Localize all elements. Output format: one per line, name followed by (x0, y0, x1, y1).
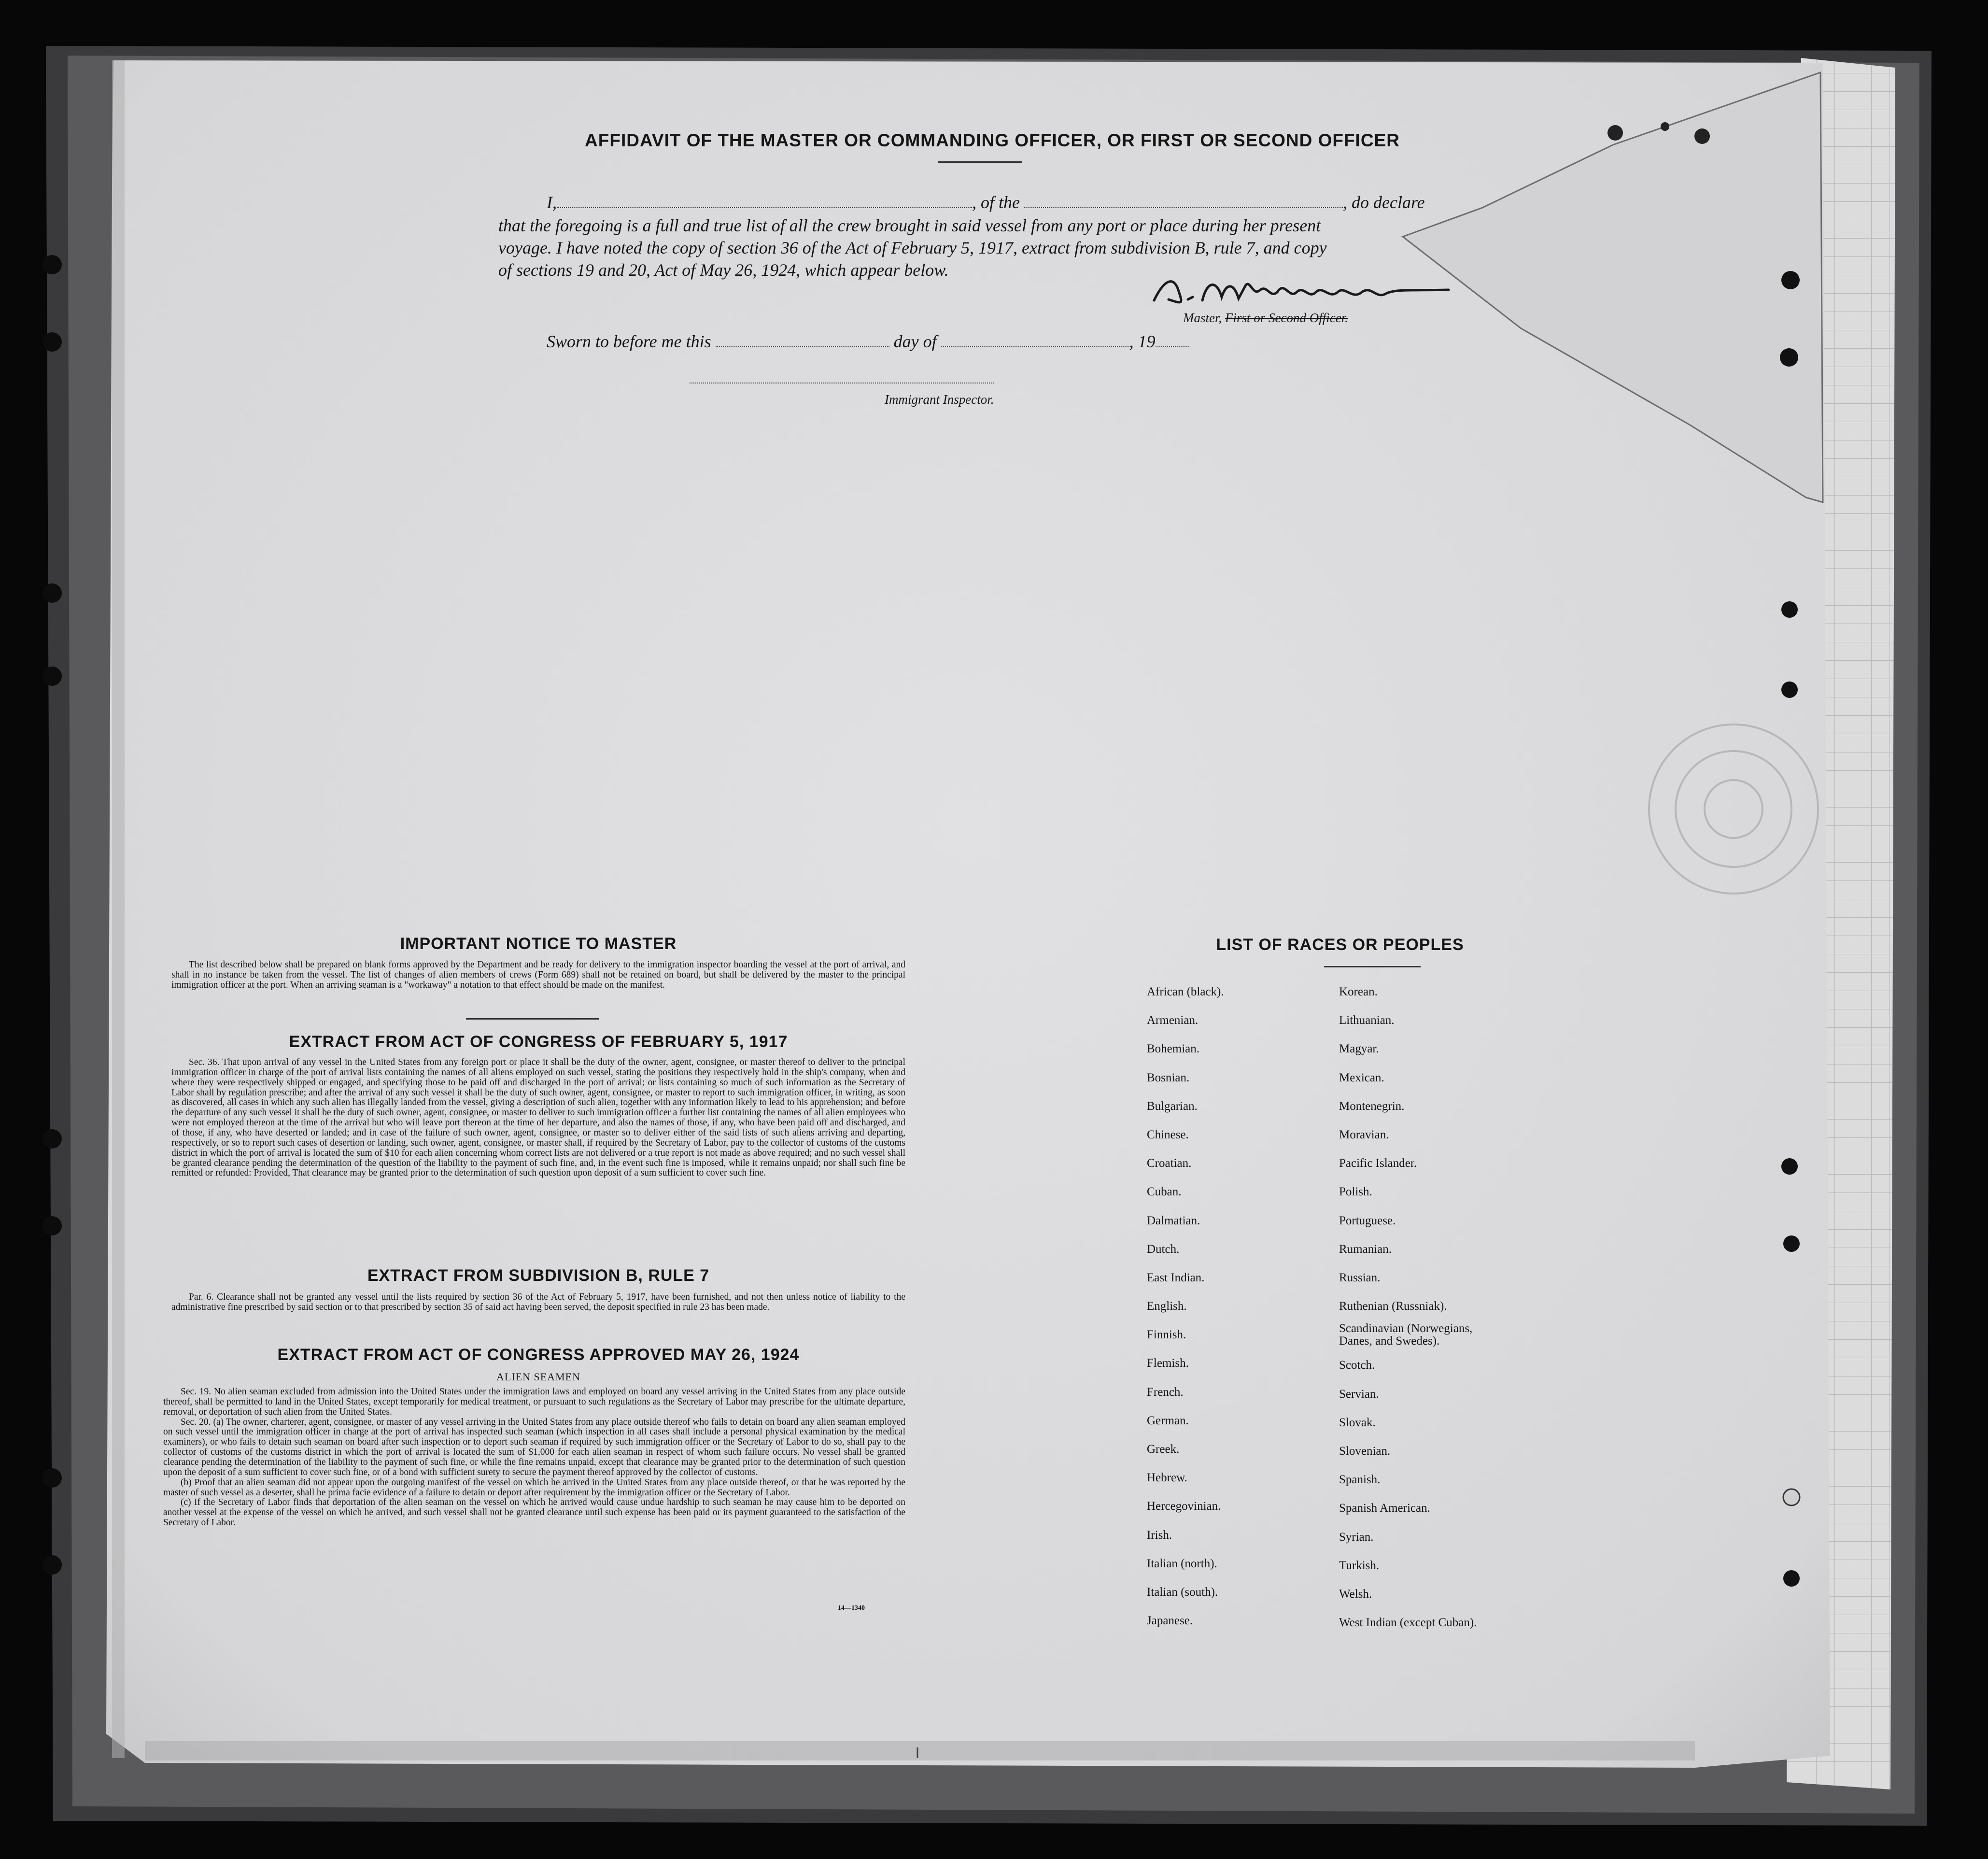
race-item: Korean. (1339, 985, 1378, 998)
affidavit-line-2: that the foregoing is a full and true list of all the crew brought in said vessel from any port or place during her present (498, 216, 1321, 235)
race-item: Portuguese. (1339, 1214, 1396, 1227)
race-item: Bohemian. (1147, 1042, 1200, 1056)
sec-19-paragraph: Sec. 19. No alien seaman excluded from admission into the United States under the immigration laws and employed on board any vessel arriving in the United States from any place outside thereof, shall be permitted to land in the United States, except temporarily for medical treatment, or pursuant to such regulations as the Secretary of Labor may prescribe for the ultimate departure, removal, or deportation of such alien from the United States. (163, 1387, 905, 1417)
race-item: Slovenian. (1339, 1445, 1391, 1458)
extract-1917-text (171, 1058, 905, 1178)
race-item: Irish. (1147, 1528, 1172, 1542)
race-item: Dutch. (1147, 1242, 1180, 1256)
sworn-start: Sworn to before me this (547, 332, 711, 351)
signer-master-label: Master, (1183, 311, 1222, 325)
affidavit-line-4: of sections 19 and 20, Act of May 26, 1924, which appear below. (498, 260, 949, 280)
par-6-paragraph: Par. 6. Clearance shall not be granted any vessel until the lists required by section 36 of the Act of February 5, 1917, have been furnished, and not then unless notice of liability to the administrative fine prescribed by said section or to that prescribed by section 35 of said act having been served, the deposit specified in rule 23 has been made. (171, 1292, 905, 1312)
race-item: Pacific Islander. (1339, 1157, 1417, 1170)
race-item: Slovak. (1339, 1416, 1376, 1429)
notice-text (171, 960, 905, 991)
race-item: Flemish. (1147, 1357, 1189, 1370)
form-number: 14—1340 (838, 1604, 865, 1612)
race-item: French. (1147, 1385, 1184, 1399)
race-item: Lithuanian. (1339, 1014, 1395, 1027)
race-item: Hebrew. (1147, 1471, 1187, 1485)
race-item: Scandinavian (Norwegians, Danes, and Swedes). (1339, 1322, 1473, 1348)
races-left-column (1147, 978, 1224, 1635)
signer-title (1183, 311, 1348, 326)
race-item: Montenegrin. (1339, 1099, 1405, 1113)
affidavit-line1-end: , do declare (1342, 193, 1425, 212)
race-item: Chinese. (1147, 1128, 1189, 1141)
race-item: Greek. (1147, 1443, 1180, 1456)
sworn-month-blank[interactable] (941, 344, 1129, 347)
affidavit-line-3: voyage. I have noted the copy of section 36 of the Act of February 5, 1917, extract from subdivision B, rule 7, and copy (498, 238, 1327, 257)
race-item: Moravian. (1339, 1128, 1389, 1141)
race-item: Armenian. (1147, 1014, 1198, 1027)
affidavit-heading: AFFIDAVIT OF THE MASTER OR COMMANDING OFFICER, OR FIRST OR SECOND OFFICER (585, 130, 1400, 150)
extract-1917-heading: EXTRACT FROM ACT OF CONGRESS OF FEBRUARY 5, 1917 (289, 1033, 788, 1051)
race-item: Syrian. (1339, 1530, 1374, 1544)
race-item: Spanish. (1339, 1473, 1381, 1487)
races-heading-rule (1324, 966, 1421, 967)
race-item: Italian (north). (1147, 1557, 1217, 1570)
affidavit-line1-start: I, (547, 193, 557, 212)
notice-heading: IMPORTANT NOTICE TO MASTER (400, 935, 677, 953)
race-item: Hercegovinian. (1147, 1500, 1221, 1513)
races-heading: LIST OF RACES OR PEOPLES (1216, 936, 1464, 954)
sec-20a-paragraph: Sec. 20. (a) The owner, charterer, agent, consignee, or master of any vessel arriving in the United States from any place outside thereof who fails to detain on board any alien seaman employed on such vessel until the immigration officer in charge at the port of arrival has inspected such seaman (which inspection in all cases shall include a personal physical examination by the medical examiners), or who fails to detain such seaman on board after such inspection or to deport such seaman if required by such immigration officer or the Secretary of Labor to do so, shall pay to the collector of customs of the customs district in which the port of arrival is located the sum of $1,000 for each alien seaman in respect of whom such failure occurs. No vessel shall be granted clearance pending the determination of the liability to the payment of such fine, or while the fine remains unpaid, except that clearance may be granted prior to the determination of such question upon the deposit of a sum sufficient to cover such fine, or of a bond with sufficient surety to secure the payment thereof approved by the collector of customs. (163, 1417, 905, 1477)
race-item: Finnish. (1147, 1328, 1186, 1342)
extract-1924-text (163, 1387, 905, 1528)
race-item: East Indian. (1147, 1271, 1205, 1284)
race-item: Bulgarian. (1147, 1099, 1198, 1113)
race-item: West Indian (except Cuban). (1339, 1616, 1477, 1630)
rule-7-text (171, 1292, 905, 1313)
divider-rule (466, 1018, 599, 1020)
vessel-name-blank[interactable] (1024, 205, 1343, 208)
race-item: Scotch. (1339, 1359, 1375, 1372)
master-name-blank[interactable] (557, 205, 972, 208)
race-item: Magyar. (1339, 1042, 1379, 1056)
signature-strokes (1149, 270, 1458, 309)
race-item: Turkish. (1339, 1559, 1380, 1572)
race-item: Bosnian. (1147, 1071, 1190, 1084)
race-item: Polish. (1339, 1185, 1372, 1199)
master-signature (1149, 270, 1458, 309)
affidavit-line1-mid: , of the (972, 193, 1020, 212)
notice-paragraph: The list described below shall be prepared on blank forms approved by the Department and be ready for delivery to the immigration inspector boarding the vessel at the port of arrival, and shall in no instance be taken from the vessel. The list of changes of alien members of crews (Form 689) shall not be retained on board, but shall be delivered by the master to the principal immigration officer at the port. When an arriving seaman is a "workaway" a notation to that effect should be made on the manifest. (171, 960, 905, 990)
races-right-column (1339, 978, 1498, 1637)
affidavit-line-1 (547, 192, 1425, 213)
race-item: Croatian. (1147, 1157, 1192, 1170)
rule-7-heading: EXTRACT FROM SUBDIVISION B, RULE 7 (367, 1266, 710, 1285)
race-item: Dalmatian. (1147, 1214, 1200, 1227)
race-item: Rumanian. (1339, 1242, 1392, 1256)
race-item: Russian. (1339, 1271, 1381, 1284)
section-36-paragraph: Sec. 36. That upon arrival of any vessel in the United States from any foreign port or place it shall be the duty of the owner, agent, consignee, or master thereof to deliver to the principal immigration officer in charge of the port of arrival lists containing the names of all aliens employed on such vessel, stating the positions they respectively hold in the ship's company, when and where they were respectively shipped or engaged, and specifying those to be paid off and discharged in the port of arrival; or lists containing so much of such information as the Secretary of Labor shall by regulation prescribe; and after the arrival of any such vessel it shall be the duty of such owner, agent, consignee, or master to report to such immigration officer, in writing, as soon as discovered, all cases in which any such alien has illegally landed from the vessel, giving a description of such alien, together with any information likely to lead to his apprehension; and before the departure of any such vessel it shall be the duty of such owner, agent, consignee, or master to deliver to such immigration officer a further list containing the names of all alien employees who were not employed thereon at the time of the arrival but who will leave port thereon at the time of her departure, and also the names of those, if any, who have been paid off and discharged, and of those, if any, who have deserted or landed; and in case of the failure of such owner, agent, consignee, or master so to deliver either of the said lists of such aliens arriving and departing, respectively, or so to report such cases of desertion or landing, such owner, agent, consignee, or master shall, if required by the Secretary of Labor, pay to the collector of customs of the customs district in which the port of arrival is located the sum of $10 for each alien concerning whom correct lists are not delivered or a true report is not made as above required; and no such vessel shall be granted clearance pending the determination of the question of the liability to the payment of such fine, and, in the event such fine is imposed, while it remains unpaid; nor shall such fine be remitted or refunded: Provided, That clearance may be granted prior to the determination of such question upon deposit of a sum sufficient to cover such fine. (171, 1057, 905, 1178)
race-item: Servian. (1339, 1387, 1379, 1401)
alien-seamen-subheading: ALIEN SEAMEN (496, 1371, 580, 1383)
race-item: Ruthenian (Russniak). (1339, 1300, 1447, 1313)
signer-struck-label: First or Second Officer. (1225, 311, 1348, 325)
sworn-mid: day of (893, 332, 937, 351)
race-item: Italian (south). (1147, 1585, 1218, 1599)
race-item: Japanese. (1147, 1614, 1193, 1628)
race-item: German. (1147, 1414, 1189, 1427)
sec-20c-paragraph: (c) If the Secretary of Labor finds that deportation of the alien seaman on the vessel on which he arrived would cause undue hardship to such seaman he may cause him to be deported on another vessel at the expense of the vessel on which he arrived, and such vessel shall not be granted clearance until such expense has been paid or its payment guaranteed to the satisfaction of the Secretary of Labor. (163, 1497, 905, 1528)
race-item: Spanish American. (1339, 1502, 1430, 1515)
race-item: English. (1147, 1300, 1187, 1313)
heading-rule (938, 161, 1022, 163)
inspector-label: Immigrant Inspector. (885, 392, 994, 407)
race-item: African (black). (1147, 985, 1224, 998)
race-item: Welsh. (1339, 1587, 1372, 1601)
sec-20b-paragraph: (b) Proof that an alien seaman did not appear upon the outgoing manifest of the vessel on which he arrived in the United States from any place outside thereof, or that he was reported by the master of such vessel as a deserter, shall be prima facie evidence of a failure to detain or deport after requirement by the immigration officer or the Secretary of Labor. (163, 1477, 905, 1498)
sworn-year-blank[interactable] (1156, 344, 1189, 347)
sworn-year-prefix: , 19 (1129, 332, 1156, 351)
extract-1924-heading: EXTRACT FROM ACT OF CONGRESS APPROVED MAY 26, 1924 (277, 1346, 800, 1364)
race-item: Cuban. (1147, 1185, 1182, 1199)
sworn-day-blank[interactable] (716, 344, 889, 347)
sworn-line (547, 331, 1189, 352)
race-item: Mexican. (1339, 1071, 1384, 1084)
